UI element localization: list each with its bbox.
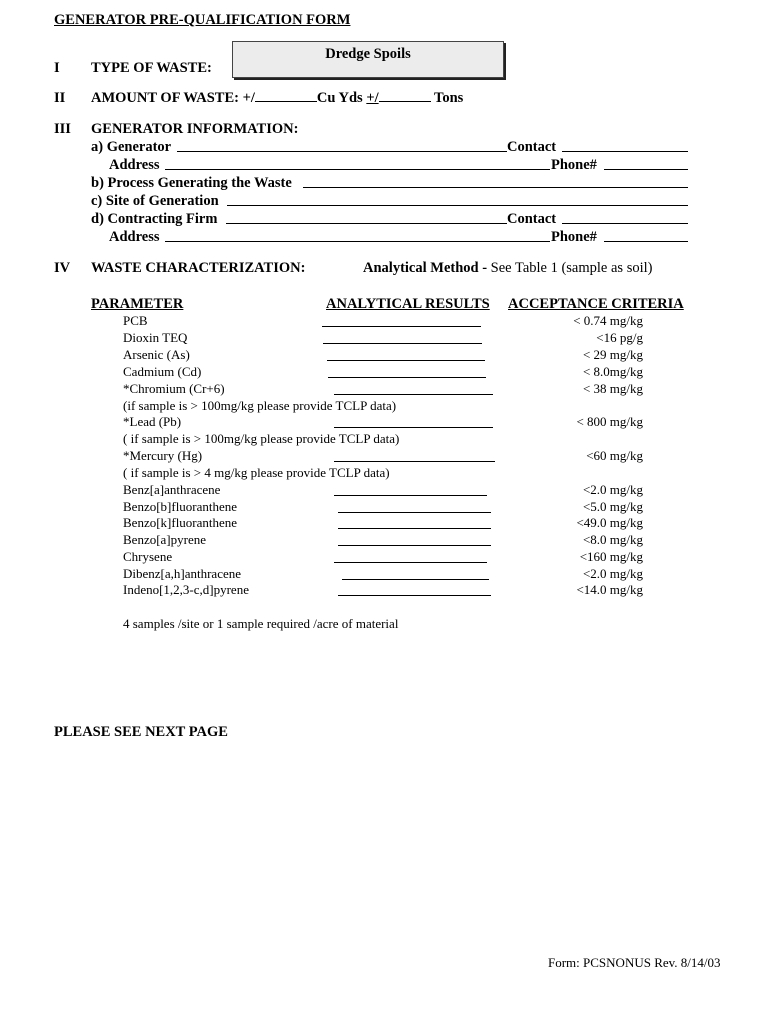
criteria-cadmium: < 8.0mg/kg	[582, 364, 643, 379]
parameter-header: PARAMETER	[91, 296, 184, 312]
acceptance-criteria-header: ACCEPTANCE CRITERIA	[508, 296, 684, 312]
result-field-chrysene[interactable]	[334, 562, 487, 563]
criteria-benzo-a-pyrene: <8.0 mg/kg	[582, 532, 643, 547]
section-2-numeral: II	[54, 90, 66, 106]
param-chromium: *Chromium (Cr+6)	[123, 381, 225, 396]
result-field-benzo-k-fluoranthene[interactable]	[338, 528, 491, 529]
note-lead-tclp: ( if sample is > 100mg/kg please provide TCLP data)	[123, 431, 400, 446]
process-field[interactable]	[303, 187, 688, 188]
criteria-mercury: <60 mg/kg	[586, 448, 643, 463]
criteria-chromium: < 38 mg/kg	[582, 381, 643, 396]
type-of-waste-field[interactable]	[232, 41, 504, 78]
contact-field[interactable]	[562, 151, 688, 152]
address-label: Address	[109, 157, 160, 173]
address2-label: Address	[109, 229, 160, 245]
site-label: c) Site of Generation	[91, 193, 219, 209]
section-1-numeral: I	[54, 60, 60, 76]
note-chromium-tclp: (if sample is > 100mg/kg please provide TCLP data)	[123, 398, 397, 413]
criteria-benz-a-anthracene: <2.0 mg/kg	[582, 482, 643, 497]
contracting-firm-label: d) Contracting Firm	[91, 211, 218, 227]
phone-field[interactable]	[604, 169, 688, 170]
tons-unit: Tons	[434, 90, 464, 106]
result-field-benzo-b-fluoranthene[interactable]	[338, 512, 491, 513]
param-mercury: *Mercury (Hg)	[123, 448, 203, 463]
param-cadmium: Cadmium (Cd)	[123, 364, 202, 379]
analytical-method	[363, 259, 652, 277]
param-lead: *Lead (Pb)	[123, 414, 182, 429]
section-3-numeral: III	[54, 121, 71, 137]
result-field-benz-a-anthracene[interactable]	[334, 495, 487, 496]
analytical-method-text: See Table 1 (sample as soil)	[490, 260, 653, 276]
criteria-benzo-b-fluoranthene: <5.0 mg/kg	[582, 499, 643, 514]
analytical-method-label: Analytical Method -	[363, 260, 488, 276]
generator-info-label: GENERATOR INFORMATION:	[91, 121, 299, 137]
form-revision-footer: Form: PCSNONUS Rev. 8/14/03	[548, 955, 721, 970]
please-see-next-page: PLEASE SEE NEXT PAGE	[54, 724, 228, 740]
result-field-lead[interactable]	[334, 427, 493, 428]
criteria-dioxin: <16 pg/g	[596, 330, 643, 345]
site-field[interactable]	[227, 205, 688, 206]
result-field-benzo-a-pyrene[interactable]	[338, 545, 491, 546]
contact-label: Contact	[507, 139, 557, 155]
address2-field[interactable]	[165, 241, 550, 242]
phone2-label: Phone#	[551, 229, 597, 245]
param-chrysene: Chrysene	[123, 549, 173, 564]
criteria-dibenz-a-h-anthracene: <2.0 mg/kg	[582, 566, 643, 581]
tons-field[interactable]	[379, 89, 431, 102]
type-of-waste-label: TYPE OF WASTE:	[91, 60, 212, 76]
result-field-indeno-pyrene[interactable]	[338, 595, 491, 596]
sample-requirement-note: 4 samples /site or 1 sample required /acre of material	[123, 616, 399, 631]
address-field[interactable]	[165, 169, 550, 170]
criteria-indeno-pyrene: <14.0 mg/kg	[576, 582, 643, 597]
param-benz-a-anthracene: Benz[a]anthracene	[123, 482, 221, 497]
generator-field[interactable]	[177, 151, 507, 152]
result-field-mercury[interactable]	[334, 461, 495, 462]
criteria-chrysene: <160 mg/kg	[579, 549, 643, 564]
criteria-lead: < 800 mg/kg	[576, 414, 643, 429]
criteria-benzo-k-fluoranthene: <49.0 mg/kg	[576, 515, 643, 530]
result-field-arsenic[interactable]	[327, 360, 485, 361]
type-of-waste-value: Dredge Spoils	[325, 46, 411, 62]
note-mercury-tclp: ( if sample is > 4 mg/kg please provide TCLP data)	[123, 465, 390, 480]
criteria-arsenic: < 29 mg/kg	[582, 347, 643, 362]
form-title: GENERATOR PRE-QUALIFICATION FORM	[54, 12, 351, 28]
param-pcb: PCB	[123, 313, 148, 328]
section-4-numeral: IV	[54, 260, 71, 276]
param-dibenz-a-h-anthracene: Dibenz[a,h]anthracene	[123, 566, 242, 581]
contact2-field[interactable]	[562, 223, 688, 224]
param-indeno-pyrene: Indeno[1,2,3-c,d]pyrene	[123, 582, 249, 597]
amount-of-waste-row	[91, 89, 463, 107]
contracting-firm-field[interactable]	[226, 223, 507, 224]
phone2-field[interactable]	[604, 241, 688, 242]
analytical-results-header: ANALYTICAL RESULTS	[326, 296, 490, 312]
criteria-pcb: < 0.74 mg/kg	[573, 313, 643, 328]
param-benzo-k-fluoranthene: Benzo[k]fluoranthene	[123, 515, 238, 530]
result-field-pcb[interactable]	[322, 326, 481, 327]
result-field-cadmium[interactable]	[328, 377, 486, 378]
param-arsenic: Arsenic (As)	[123, 347, 190, 362]
waste-characterization-label: WASTE CHARACTERIZATION:	[91, 260, 306, 276]
phone-label: Phone#	[551, 157, 597, 173]
result-field-chromium[interactable]	[334, 394, 493, 395]
process-label: b) Process Generating the Waste	[91, 175, 292, 191]
param-benzo-b-fluoranthene: Benzo[b]fluoranthene	[123, 499, 238, 514]
tons-plusminus: +/	[366, 90, 379, 106]
param-benzo-a-pyrene: Benzo[a]pyrene	[123, 532, 207, 547]
param-dioxin: Dioxin TEQ	[123, 330, 188, 345]
generator-label: a) Generator	[91, 139, 172, 155]
result-field-dibenz-a-h-anthracene[interactable]	[342, 579, 489, 580]
cu-yds-unit: Cu Yds	[316, 90, 363, 106]
contact2-label: Contact	[507, 211, 557, 227]
cu-yds-field[interactable]	[255, 89, 317, 102]
result-field-dioxin[interactable]	[323, 343, 482, 344]
amount-of-waste-label: AMOUNT OF WASTE: +/	[91, 90, 255, 106]
